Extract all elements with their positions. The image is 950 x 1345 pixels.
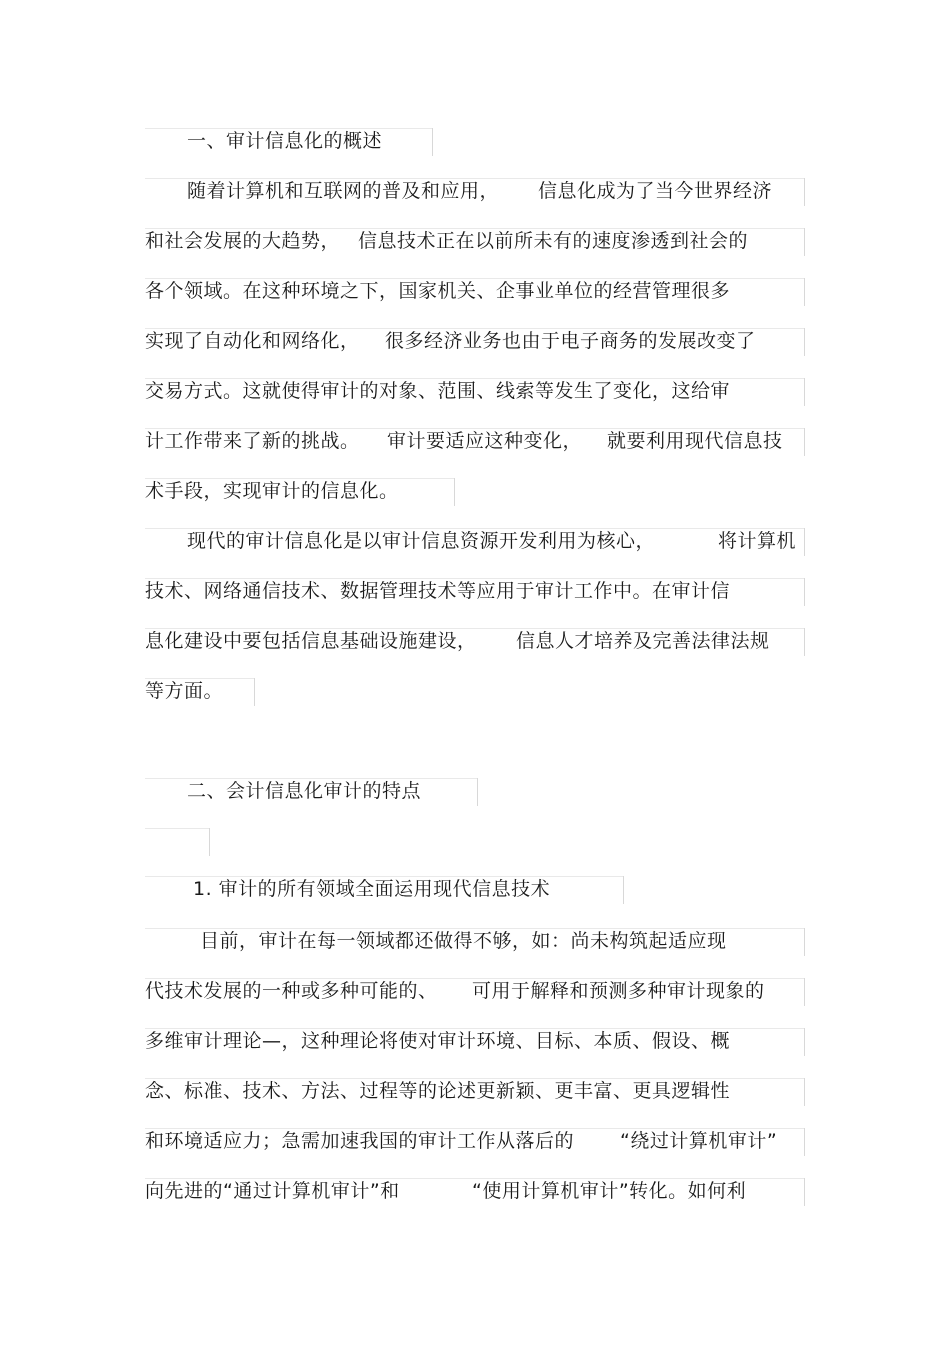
text-segment: 审计要适应这种变化， <box>387 430 583 452</box>
text-segment: 计工作带来了新的挑战。 <box>145 430 360 452</box>
paragraph-line <box>0 178 950 208</box>
paragraph-line <box>0 628 950 658</box>
text-segment: 信息人才培养及完善法律法规 <box>516 630 770 652</box>
paragraph-line <box>0 528 950 558</box>
section-heading-1 <box>0 128 950 158</box>
paragraph-line <box>0 1178 950 1208</box>
heading-text: 一、审计信息化的概述 <box>187 130 383 152</box>
blank-line <box>0 828 950 858</box>
heading-text: 二、会计信息化审计的特点 <box>187 780 422 802</box>
paragraph-line <box>0 1028 950 1058</box>
subheading-1 <box>0 876 950 906</box>
paragraph-line <box>0 478 950 508</box>
text-segment: 随着计算机和互联网的普及和应用， <box>187 180 500 202</box>
text-segment: 信息化成为了当今世界经济 <box>538 180 773 202</box>
text-segment: 现代的审计信息化是以审计信息资源开发利用为核心， <box>187 530 656 552</box>
text-segment: 念、标准、技术、方法、过程等的论述更新颖、更丰富、更具逻辑性 <box>145 1080 731 1102</box>
text-segment: 实现了自动化和网络化， <box>145 330 360 352</box>
text-segment: 等方面。 <box>145 680 224 702</box>
text-segment: 向先进的“通过计算机审计”和 <box>145 1180 400 1202</box>
subheading-text: 1. 审计的所有领域全面运用现代信息技术 <box>193 878 551 900</box>
paragraph-line <box>0 378 950 408</box>
text-segment: 和社会发展的大趋势， <box>145 230 341 252</box>
text-segment: 很多经济业务也由于电子商务的发展改变了 <box>385 330 756 352</box>
text-segment: 多维审计理论—，这种理论将使对审计环境、目标、本质、假设、概 <box>145 1030 731 1052</box>
paragraph-line <box>0 928 950 958</box>
text-segment: 代技术发展的一种或多种可能的、 <box>145 980 438 1002</box>
paragraph-line <box>0 228 950 258</box>
text-segment: 可用于解释和预测多种审计现象的 <box>472 980 765 1002</box>
paragraph-line <box>0 1078 950 1108</box>
paragraph-line <box>0 278 950 308</box>
text-segment: 目前，审计在每一领域都还做得不够，如：尚未构筑起适应现 <box>200 930 727 952</box>
paragraph-line <box>0 978 950 1008</box>
text-segment: 交易方式。这就使得审计的对象、范围、线索等发生了变化，这给审 <box>145 380 731 402</box>
paragraph-line <box>0 578 950 608</box>
text-segment: 技术、网络通信技术、数据管理技术等应用于审计工作中。在审计信 <box>145 580 731 602</box>
text-segment: 各个领域。在这种环境之下，国家机关、企事业单位的经营管理很多 <box>145 280 731 302</box>
text-segment: “绕过计算机审计” <box>620 1130 778 1152</box>
text-segment: 就要利用现代信息技 <box>607 430 783 452</box>
text-segment: 和环境适应力；急需加速我国的审计工作从落后的 <box>145 1130 575 1152</box>
text-segment: 将计算机 <box>718 530 797 552</box>
paragraph-line <box>0 678 950 708</box>
text-segment: 术手段，实现审计的信息化。 <box>145 480 399 502</box>
paragraph-line <box>0 1128 950 1158</box>
paragraph-line <box>0 428 950 458</box>
text-segment: 息化建设中要包括信息基础设施建设， <box>145 630 477 652</box>
text-segment: 信息技术正在以前所未有的速度渗透到社会的 <box>358 230 749 252</box>
section-heading-2 <box>0 778 950 808</box>
text-segment: “使用计算机审计”转化。如何利 <box>472 1180 747 1202</box>
paragraph-line <box>0 328 950 358</box>
